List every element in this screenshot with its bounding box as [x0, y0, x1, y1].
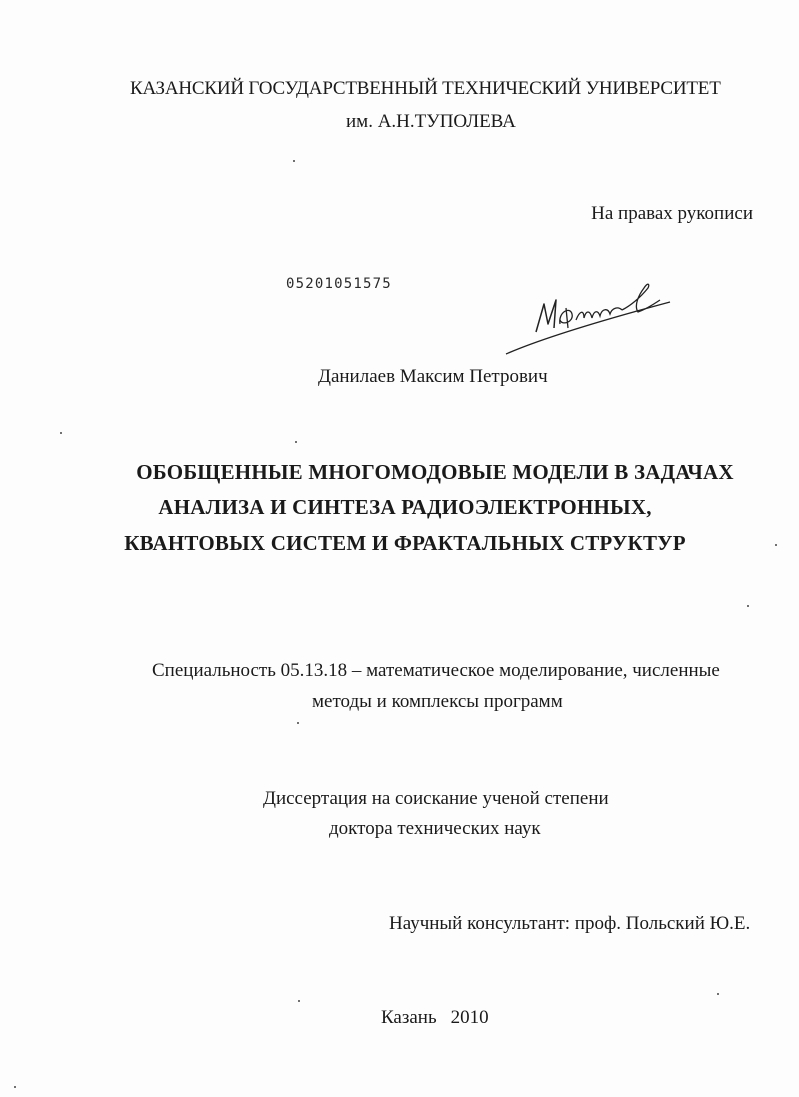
scan-speck — [775, 544, 777, 546]
specialty-line-2: методы и комплексы программ — [312, 691, 563, 712]
degree-line-2: доктора технических наук — [329, 818, 541, 839]
scientific-consultant: Научный консультант: проф. Польский Ю.Е. — [389, 913, 751, 934]
author-signature — [498, 280, 673, 358]
year: 2010 — [450, 1007, 489, 1028]
university-named-after: им. А.Н.ТУПОЛЕВА — [346, 111, 516, 132]
scan-speck — [298, 1000, 300, 1002]
scan-speck — [60, 432, 62, 434]
degree-line-1: Диссертация на соискание ученой степени — [263, 788, 609, 809]
scan-speck — [747, 605, 749, 607]
specialty-line-1: Специальность 05.13.18 – математическое моделирование, численные — [152, 660, 720, 681]
scan-speck — [297, 722, 299, 724]
manuscript-rights: На правах рукописи — [591, 203, 753, 224]
title-line-3: КВАНТОВЫХ СИСТЕМ И ФРАКТАЛЬНЫХ СТРУКТУР — [124, 531, 686, 555]
title-line-2: АНАЛИЗА И СИНТЕЗА РАДИОЭЛЕКТРОННЫХ, — [158, 495, 652, 519]
catalog-number: 05201051575 — [286, 276, 392, 292]
scan-speck — [717, 993, 719, 995]
scan-speck — [14, 1086, 16, 1088]
title-line-1: ОБОБЩЕННЫЕ МНОГОМОДОВЫЕ МОДЕЛИ В ЗАДАЧАХ — [136, 460, 734, 484]
author-name: Данилаев Максим Петрович — [318, 366, 548, 387]
city-name: Казань — [381, 1007, 437, 1028]
scan-speck — [295, 441, 297, 443]
city-year — [381, 1007, 489, 1029]
university-name: КАЗАНСКИЙ ГОСУДАРСТВЕННЫЙ ТЕХНИЧЕСКИЙ УНИВЕРСИТЕТ — [130, 78, 721, 99]
scan-speck — [293, 160, 295, 162]
